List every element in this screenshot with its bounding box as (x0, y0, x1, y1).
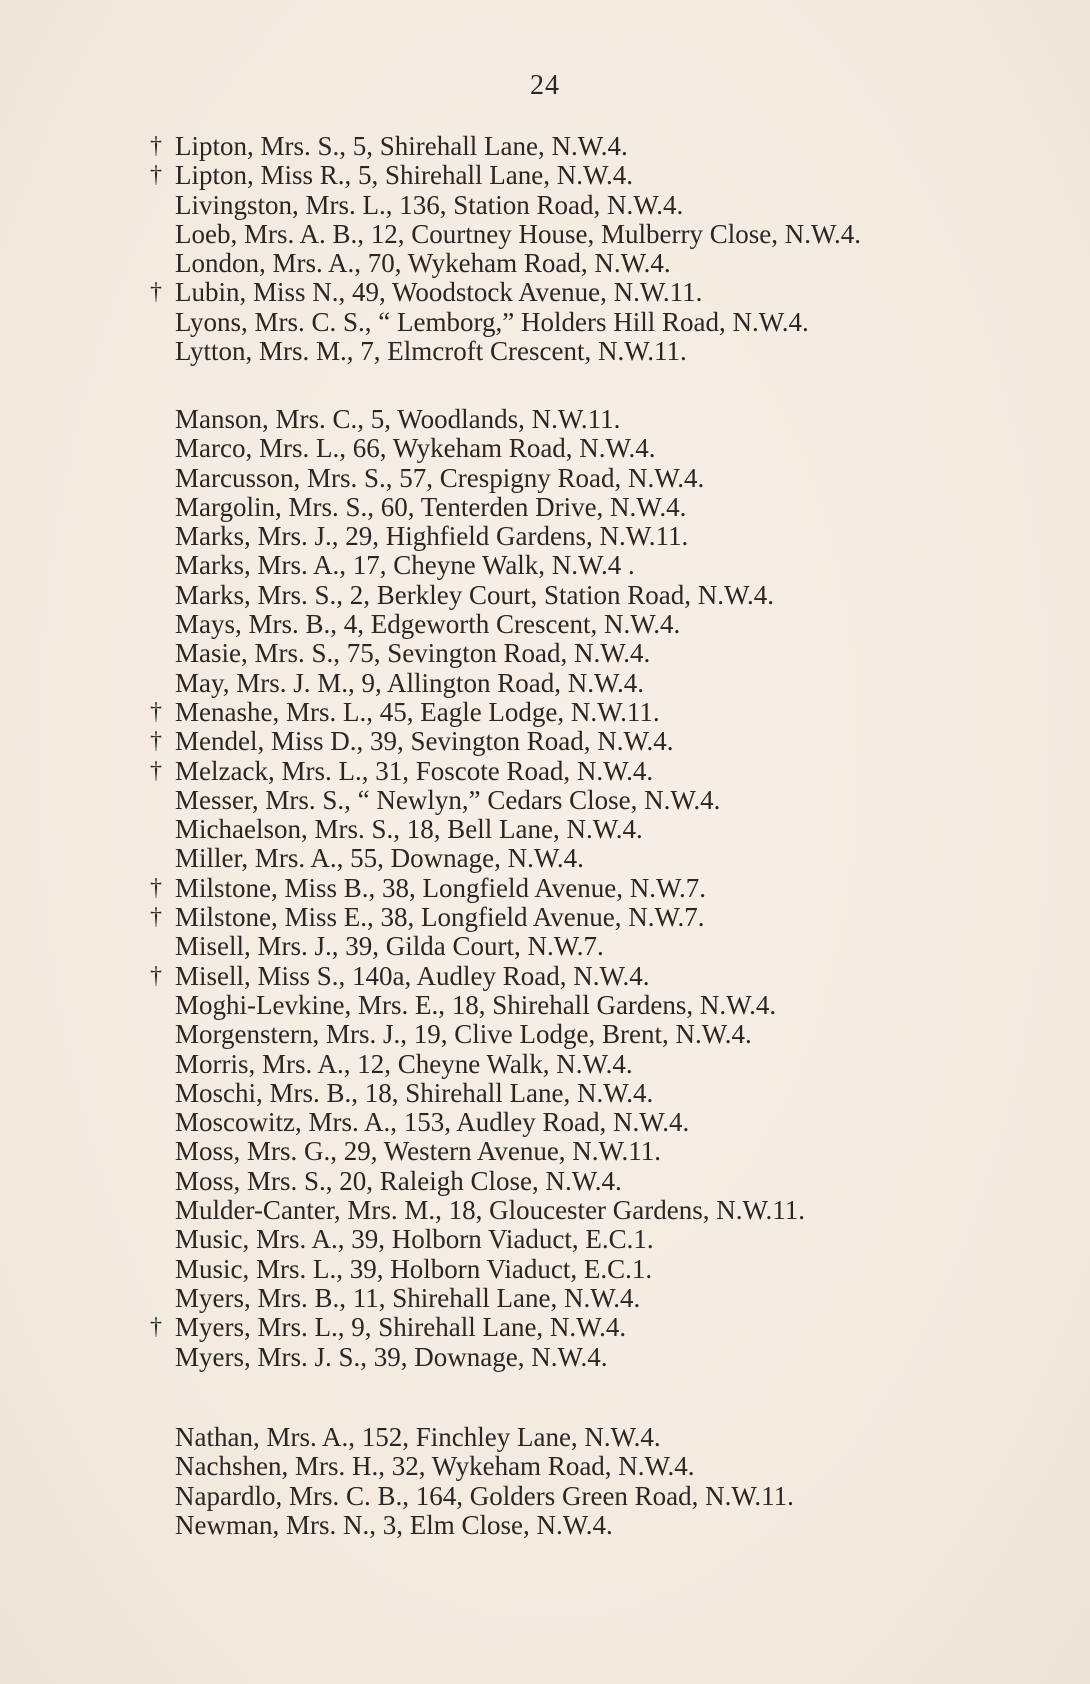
entry-text: Music, Mrs. L., 39, Holborn Viaduct, E.C.1. (175, 1253, 653, 1284)
list-item (145, 161, 861, 190)
list-item (145, 581, 805, 610)
dagger-mark: † (150, 133, 162, 159)
list-item (145, 962, 805, 991)
entry-text: Nathan, Mrs. A., 152, Finchley Lane, N.W.4. (175, 1422, 661, 1452)
list-item (145, 1225, 805, 1254)
list-item (145, 1255, 805, 1284)
entry-text: Lipton, Mrs. S., 5, Shirehall Lane, N.W.4. (175, 131, 628, 161)
list-item (145, 1423, 794, 1452)
entry-text: Morgenstern, Mrs. J., 19, Clive Lodge, Brent, N.W.4. (175, 1019, 752, 1050)
dagger-mark: † (150, 279, 162, 306)
entry-text: Lipton, Miss R., 5, Shirehall Lane, N.W.4. (175, 160, 633, 191)
dagger-mark: † (150, 1314, 162, 1341)
list-item (145, 874, 805, 903)
dagger-mark: † (150, 757, 162, 784)
list-item (145, 249, 861, 278)
section-m-list (145, 405, 805, 1372)
entry-text: Margolin, Mrs. S., 60, Tenterden Drive, N.W.4. (175, 491, 687, 522)
list-item (145, 522, 805, 551)
list-item (145, 493, 805, 522)
dagger-mark: † (150, 698, 162, 725)
section-l-list (145, 132, 861, 366)
list-item (145, 1343, 805, 1372)
list-item (145, 1284, 805, 1313)
entry-text: Misell, Miss S., 140a, Audley Road, N.W.4. (175, 960, 650, 991)
entry-text: Nachshen, Mrs. H., 32, Wykeham Road, N.W.4. (175, 1451, 695, 1482)
entry-text: Moghi-Levkine, Mrs. E., 18, Shirehall Gardens, N.W.4. (175, 989, 777, 1020)
list-item (145, 698, 805, 727)
entry-text: Myers, Mrs. J. S., 39, Downage, N.W.4. (175, 1341, 608, 1372)
list-item (145, 610, 805, 639)
entry-text: Milstone, Miss E., 38, Longfield Avenue, N.W.7. (175, 902, 705, 933)
entry-text: Napardlo, Mrs. C. B., 164, Golders Green Road, N.W.11. (175, 1480, 794, 1511)
list-item (145, 405, 805, 434)
entry-text: Masie, Mrs. S., 75, Sevington Road, N.W.4. (175, 638, 651, 669)
list-item (145, 757, 805, 786)
entry-text: Loeb, Mrs. A. B., 12, Courtney House, Mulberry Close, N.W.4. (175, 218, 861, 249)
dagger-mark: † (150, 728, 162, 755)
list-item (145, 1196, 805, 1225)
list-item (145, 1108, 805, 1137)
entry-text: Mulder-Canter, Mrs. M., 18, Gloucester Gardens, N.W.11. (175, 1195, 806, 1226)
entry-text: Music, Mrs. A., 39, Holborn Viaduct, E.C.1. (175, 1224, 654, 1255)
entry-text: Marks, Mrs. J., 29, Highfield Gardens, N.W.11. (175, 521, 689, 552)
list-item (145, 551, 805, 580)
section-n-list (145, 1423, 794, 1540)
entry-text: Mendel, Miss D., 39, Sevington Road, N.W.4. (175, 726, 674, 757)
list-item (145, 815, 805, 844)
list-item (145, 1050, 805, 1079)
entry-text: Marcusson, Mrs. S., 57, Crespigny Road, N.W.4. (175, 462, 705, 493)
list-item (145, 991, 805, 1020)
entry-text: Melzack, Mrs. L., 31, Foscote Road, N.W.4. (175, 755, 654, 786)
entry-text: Milstone, Miss B., 38, Longfield Avenue, N.W.7. (175, 872, 706, 903)
dagger-mark: † (150, 162, 162, 189)
list-item (145, 669, 805, 698)
entry-text: Moss, Mrs. S., 20, Raleigh Close, N.W.4. (175, 1165, 622, 1196)
list-item (145, 1482, 794, 1511)
list-item (145, 220, 861, 249)
entry-text: Menashe, Mrs. L., 45, Eagle Lodge, N.W.11. (175, 696, 660, 727)
entry-text: London, Mrs. A., 70, Wykeham Road, N.W.4. (175, 248, 671, 279)
entry-text: Livingston, Mrs. L., 136, Station Road, N.W.4. (175, 189, 684, 220)
entry-text: Messer, Mrs. S., “ Newlyn,” Cedars Close, N.W.4. (175, 784, 721, 815)
entry-text: Newman, Mrs. N., 3, Elm Close, N.W.4. (175, 1509, 613, 1540)
entry-text: Myers, Mrs. L., 9, Shirehall Lane, N.W.4. (175, 1312, 627, 1343)
list-item (145, 337, 861, 366)
list-item (145, 434, 805, 463)
list-item (145, 727, 805, 756)
entry-text: Moscowitz, Mrs. A., 153, Audley Road, N.W.4. (175, 1107, 690, 1138)
entry-text: Mays, Mrs. B., 4, Edgeworth Crescent, N.W.4. (175, 609, 681, 640)
entry-text: Moss, Mrs. G., 29, Western Avenue, N.W.11. (175, 1136, 662, 1167)
entry-text: Miller, Mrs. A., 55, Downage, N.W.4. (175, 843, 584, 874)
entry-text: Myers, Mrs. B., 11, Shirehall Lane, N.W.4. (175, 1282, 641, 1313)
list-item (145, 1079, 805, 1108)
list-item (145, 903, 805, 932)
list-item (145, 132, 861, 161)
list-item (145, 1137, 805, 1166)
entry-text: Misell, Mrs. J., 39, Gilda Court, N.W.7. (175, 931, 604, 962)
list-item (145, 1511, 794, 1540)
entry-text: Lytton, Mrs. M., 7, Elmcroft Crescent, N.W.11. (175, 336, 687, 367)
list-item (145, 1020, 805, 1049)
list-item (145, 464, 805, 493)
entry-text: Michaelson, Mrs. S., 18, Bell Lane, N.W.4. (175, 814, 643, 845)
entry-text: Lubin, Miss N., 49, Woodstock Avenue, N.W.11. (175, 277, 703, 308)
list-item (145, 844, 805, 873)
entry-text: May, Mrs. J. M., 9, Allington Road, N.W.4. (175, 667, 645, 698)
list-item (145, 1313, 805, 1342)
list-item (145, 278, 861, 307)
entry-text: Moschi, Mrs. B., 18, Shirehall Lane, N.W.4. (175, 1077, 654, 1108)
list-item (145, 1167, 805, 1196)
entry-text: Marks, Mrs. A., 17, Cheyne Walk, N.W.4 . (175, 550, 635, 581)
dagger-mark: † (150, 874, 162, 901)
entry-text: Manson, Mrs. C., 5, Woodlands, N.W.11. (175, 404, 621, 434)
dagger-mark: † (150, 962, 162, 989)
entry-text: Lyons, Mrs. C. S., “ Lemborg,” Holders Hill Road, N.W.4. (175, 306, 809, 337)
list-item (145, 786, 805, 815)
entry-text: Marco, Mrs. L., 66, Wykeham Road, N.W.4. (175, 433, 656, 464)
list-item (145, 308, 861, 337)
page-number: 24 (530, 70, 560, 101)
entry-text: Marks, Mrs. S., 2, Berkley Court, Station Road, N.W.4. (175, 579, 774, 610)
list-item (145, 932, 805, 961)
list-item (145, 1452, 794, 1481)
entry-text: Morris, Mrs. A., 12, Cheyne Walk, N.W.4. (175, 1048, 633, 1079)
dagger-mark: † (150, 904, 162, 931)
list-item (145, 191, 861, 220)
list-item (145, 639, 805, 668)
